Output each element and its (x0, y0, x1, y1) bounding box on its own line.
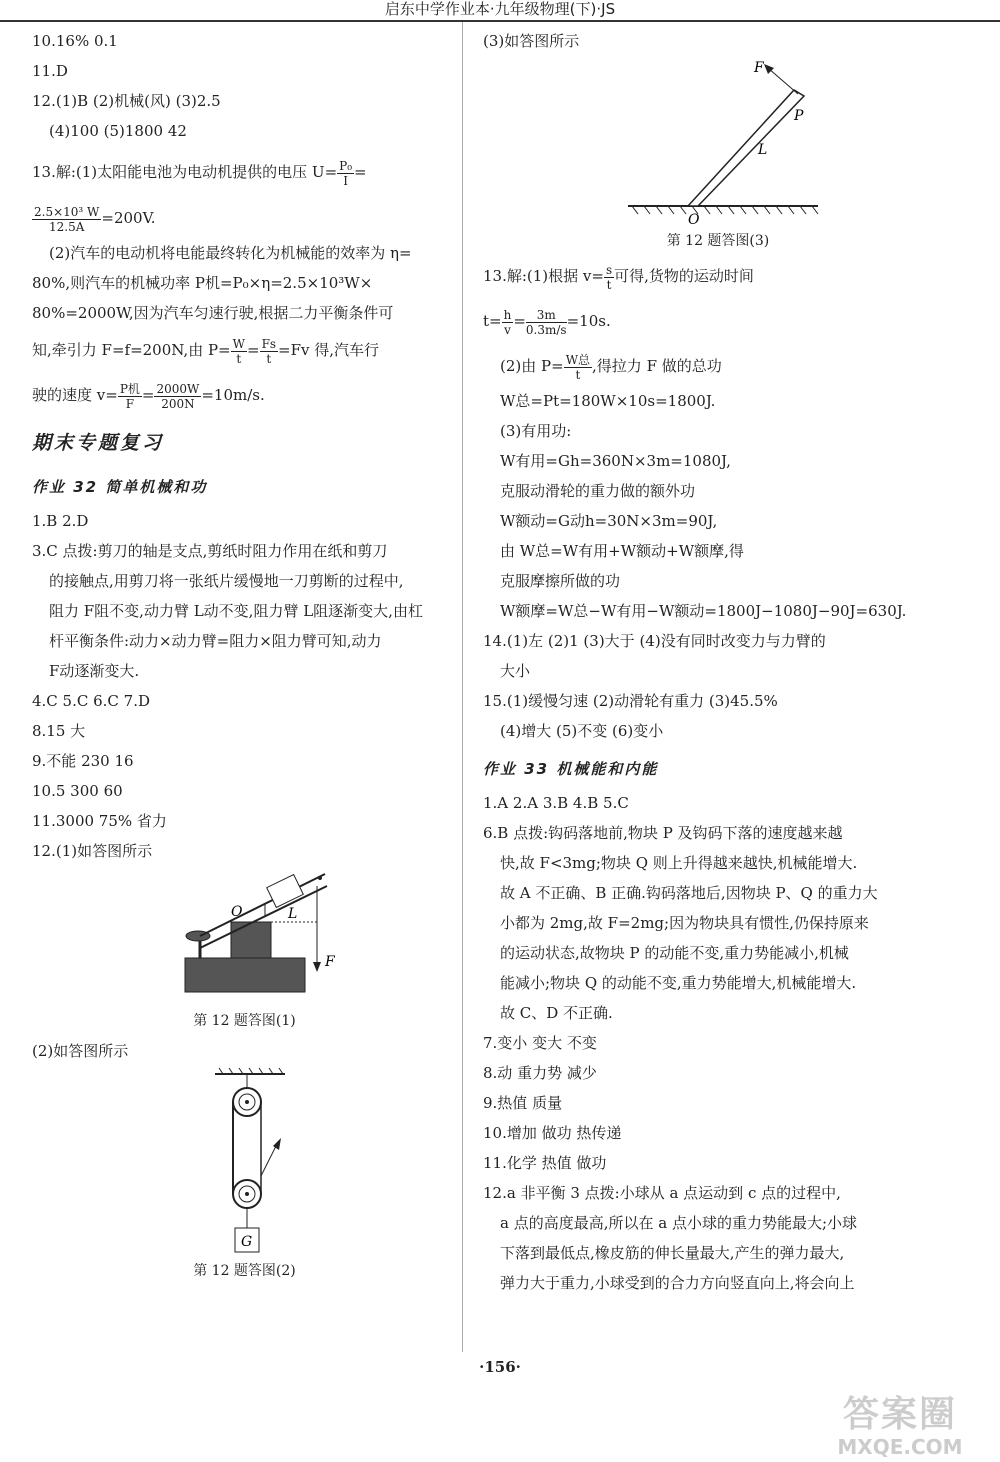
answer-line: 小都为 2mg,故 F=2mg;因为物块具有惯性,仍保持原来 (500, 914, 869, 932)
r13-line: 克服动滑轮的重力做的额外功 (500, 482, 696, 500)
fig1-F-label: F (324, 954, 335, 970)
answer-line: (4)100 (5)1800 42 (49, 122, 187, 140)
answer-line: 12.(1)B (2)机械(风) (3)2.5 (32, 92, 221, 110)
answer-line: 15.(1)缓慢匀速 (2)动滑轮有重力 (3)45.5% (483, 692, 778, 710)
page-number: ·156· (479, 1358, 521, 1376)
q13-line: 13.解:(1)太阳能电池为电动机提供的电压 U= $\frac{\text{P₀}}{I}$ = (32, 158, 367, 188)
answer-line: 8.15 大 (32, 722, 86, 740)
answer-line: 11.D (32, 62, 68, 80)
r13-line: W总=Pt=180W×10s=1800J. (500, 392, 716, 410)
answer-line: 7.变小 变大 不变 (483, 1034, 597, 1052)
answer-line: 故 A 不正确、B 正确.钩码落地后,因物块 P、Q 的重力大 (500, 884, 878, 902)
answer-line: 6.B 点拨:钩码落地前,物块 P 及钩码下落的速度越来越 (483, 824, 843, 842)
answer-line: 11.化学 热值 做功 (483, 1154, 607, 1172)
q13-line: 80%=2000W,因为汽车匀速行驶,根据二力平衡条件可 (32, 304, 394, 322)
section-title: 期末专题复习 (32, 432, 165, 454)
answer-line: 故 C、D 不正确. (500, 1004, 613, 1022)
r13-line: W额动=G动h=30N×3m=90J, (500, 512, 718, 530)
fraction: $\frac{\text{W总}}{t}$ (565, 352, 591, 382)
left-column (32, 26, 457, 1286)
fraction: $\frac{W}{t}$ (232, 336, 245, 366)
figure-caption: 第 12 题答图(1) (193, 1013, 296, 1029)
fraction: $\frac{2000W}{200N}$ (156, 381, 200, 411)
r13-line: W有用=Gh=360N×3m=1080J, (500, 452, 731, 470)
answer-line: 杆平衡条件:动力×动力臂=阻力×阻力臂可知,动力 (49, 632, 382, 650)
r13-line: 13.解:(1)根据 v= $\frac{s}{t}$ 可得,货物的运动时间 (483, 262, 754, 292)
lever-figure (145, 866, 345, 1006)
fig1-L-label: L (287, 906, 297, 922)
homework-title: 作业 32 简单机械和功 (32, 478, 208, 496)
watermark-bottom-text: MXQE.COM (837, 1435, 963, 1459)
page-header: 启东中学作业本·九年级物理(下)·JS (0, 0, 1000, 22)
fraction: $\frac{h}{v}$ (503, 307, 512, 337)
pulley-figure (185, 1066, 305, 1256)
answer-line: 10.增加 做功 热传递 (483, 1124, 622, 1142)
answer-line: 8.动 重力势 减少 (483, 1064, 597, 1082)
answer-line: 阻力 F阻不变,动力臂 L动不变,阻力臂 L阻逐渐变大,由杠 (49, 602, 423, 620)
q13-line: $\frac{\text{2.5×10³ W}}{12.5A}$ =200V. (34, 204, 156, 234)
answer-line: 的运动状态,故物块 P 的动能不变,重力势能减小,机械 (500, 944, 849, 962)
answer-line: 下落到最低点,橡皮筋的伸长量最大,产生的弹力最大, (500, 1244, 845, 1262)
answer-line: 11.3000 75% 省力 (32, 812, 167, 830)
answer-line: (2)如答图所示 (32, 1042, 129, 1060)
fraction: $\frac{\text{P机}}{F}$ (119, 381, 140, 411)
answer-line: 10.5 300 60 (32, 782, 123, 800)
answer-line: 14.(1)左 (2)1 (3)大于 (4)没有同时改变力与力臂的 (483, 632, 826, 650)
r13-line: (2)由 P= $\frac{\text{W总}}{t}$ ,得拉力 F 做的总功 (500, 352, 722, 382)
fraction: $\frac{Fs}{t}$ (261, 336, 277, 366)
watermark-top-text: 答案圈 (842, 1394, 957, 1435)
fig3-F-label: F (754, 60, 764, 76)
figure-caption: 第 12 题答图(2) (193, 1263, 296, 1279)
r13-line: t= $\frac{h}{v}$ = $\frac{3m}{0.3m/s}$ =10s. (483, 307, 611, 337)
answer-line: 4.C 5.C 6.C 7.D (32, 692, 151, 710)
answer-line: 快,故 F<3mg;物块 Q 则上升得越来越快,机械能增大. (500, 854, 858, 872)
fraction: $\frac{\text{2.5×10³ W}}{12.5A}$ (34, 204, 100, 234)
homework-title: 作业 33 机械能和内能 (483, 760, 659, 778)
answer-line: 12.(1)如答图所示 (32, 842, 153, 860)
rod-figure (608, 56, 828, 226)
right-column (483, 26, 953, 1298)
watermark-logo (820, 1395, 980, 1459)
fig3-O-label: O (688, 212, 700, 226)
answer-line: 10.16% 0.1 (32, 32, 118, 50)
fraction: $\frac{\text{P₀}}{I}$ (339, 158, 353, 188)
q13-line: 80%,则汽车的机械功率 P机=P₀×η=2.5×10³W× (32, 274, 373, 292)
answer-line: 的接触点,用剪刀将一张纸片缓慢地一刀剪断的过程中, (49, 572, 404, 590)
fraction: $\frac{s}{t}$ (605, 262, 613, 292)
q13-line: 知,牵引力 F=f=200N,由 P= $\frac{W}{t}$ = $\frac{Fs}{t}$ =Fv 得,汽车行 (32, 336, 380, 366)
fig2-G-label: G (240, 1234, 252, 1250)
answer-line: (3)如答图所示 (483, 32, 580, 50)
answer-line: (4)增大 (5)不变 (6)变小 (500, 722, 664, 740)
r13-line: (3)有用功: (500, 422, 572, 440)
r13-line: W额摩=W总−W有用−W额动=1800J−1080J−90J=630J. (500, 602, 907, 620)
column-divider (462, 22, 463, 1352)
r13-line: 由 W总=W有用+W额动+W额摩,得 (500, 542, 744, 560)
answer-line: a 点的高度最高,所以在 a 点小球的重力势能最大;小球 (500, 1214, 858, 1232)
answer-line: 1.B 2.D (32, 512, 89, 530)
fig3-L-label: L (758, 142, 768, 158)
q13-line: (2)汽车的电动机将电能最终转化为机械能的效率为 η= (49, 244, 412, 262)
answer-line: 弹力大于重力,小球受到的合力方向竖直向上,将会向上 (500, 1274, 855, 1292)
answer-line: 9.不能 230 16 (32, 752, 134, 770)
answer-line: 1.A 2.A 3.B 4.B 5.C (483, 794, 629, 812)
fig3-P-label: P (794, 108, 804, 124)
q13-line: 驶的速度 v= $\frac{\text{P机}}{F}$ = $\frac{2000W}{200N}$ =10m/s. (32, 381, 265, 411)
r13-line: 克服摩擦所做的功 (500, 572, 621, 590)
answer-line: 12.a 非平衡 3 点拨:小球从 a 点运动到 c 点的过程中, (483, 1184, 841, 1202)
answer-line: 3.C 点拨:剪刀的轴是支点,剪纸时阻力作用在纸和剪刀 (32, 542, 388, 560)
answer-line: 9.热值 质量 (483, 1094, 563, 1112)
answer-line: F动逐渐变大. (49, 662, 140, 680)
fraction: $\frac{3m}{0.3m/s}$ (525, 307, 567, 337)
fig1-O-label: O (230, 904, 242, 920)
answer-line: 大小 (500, 662, 531, 680)
figure-caption: 第 12 题答图(3) (666, 233, 770, 249)
answer-line: 能减小;物块 Q 的动能不变,重力势能增大,机械能增大. (500, 974, 857, 992)
